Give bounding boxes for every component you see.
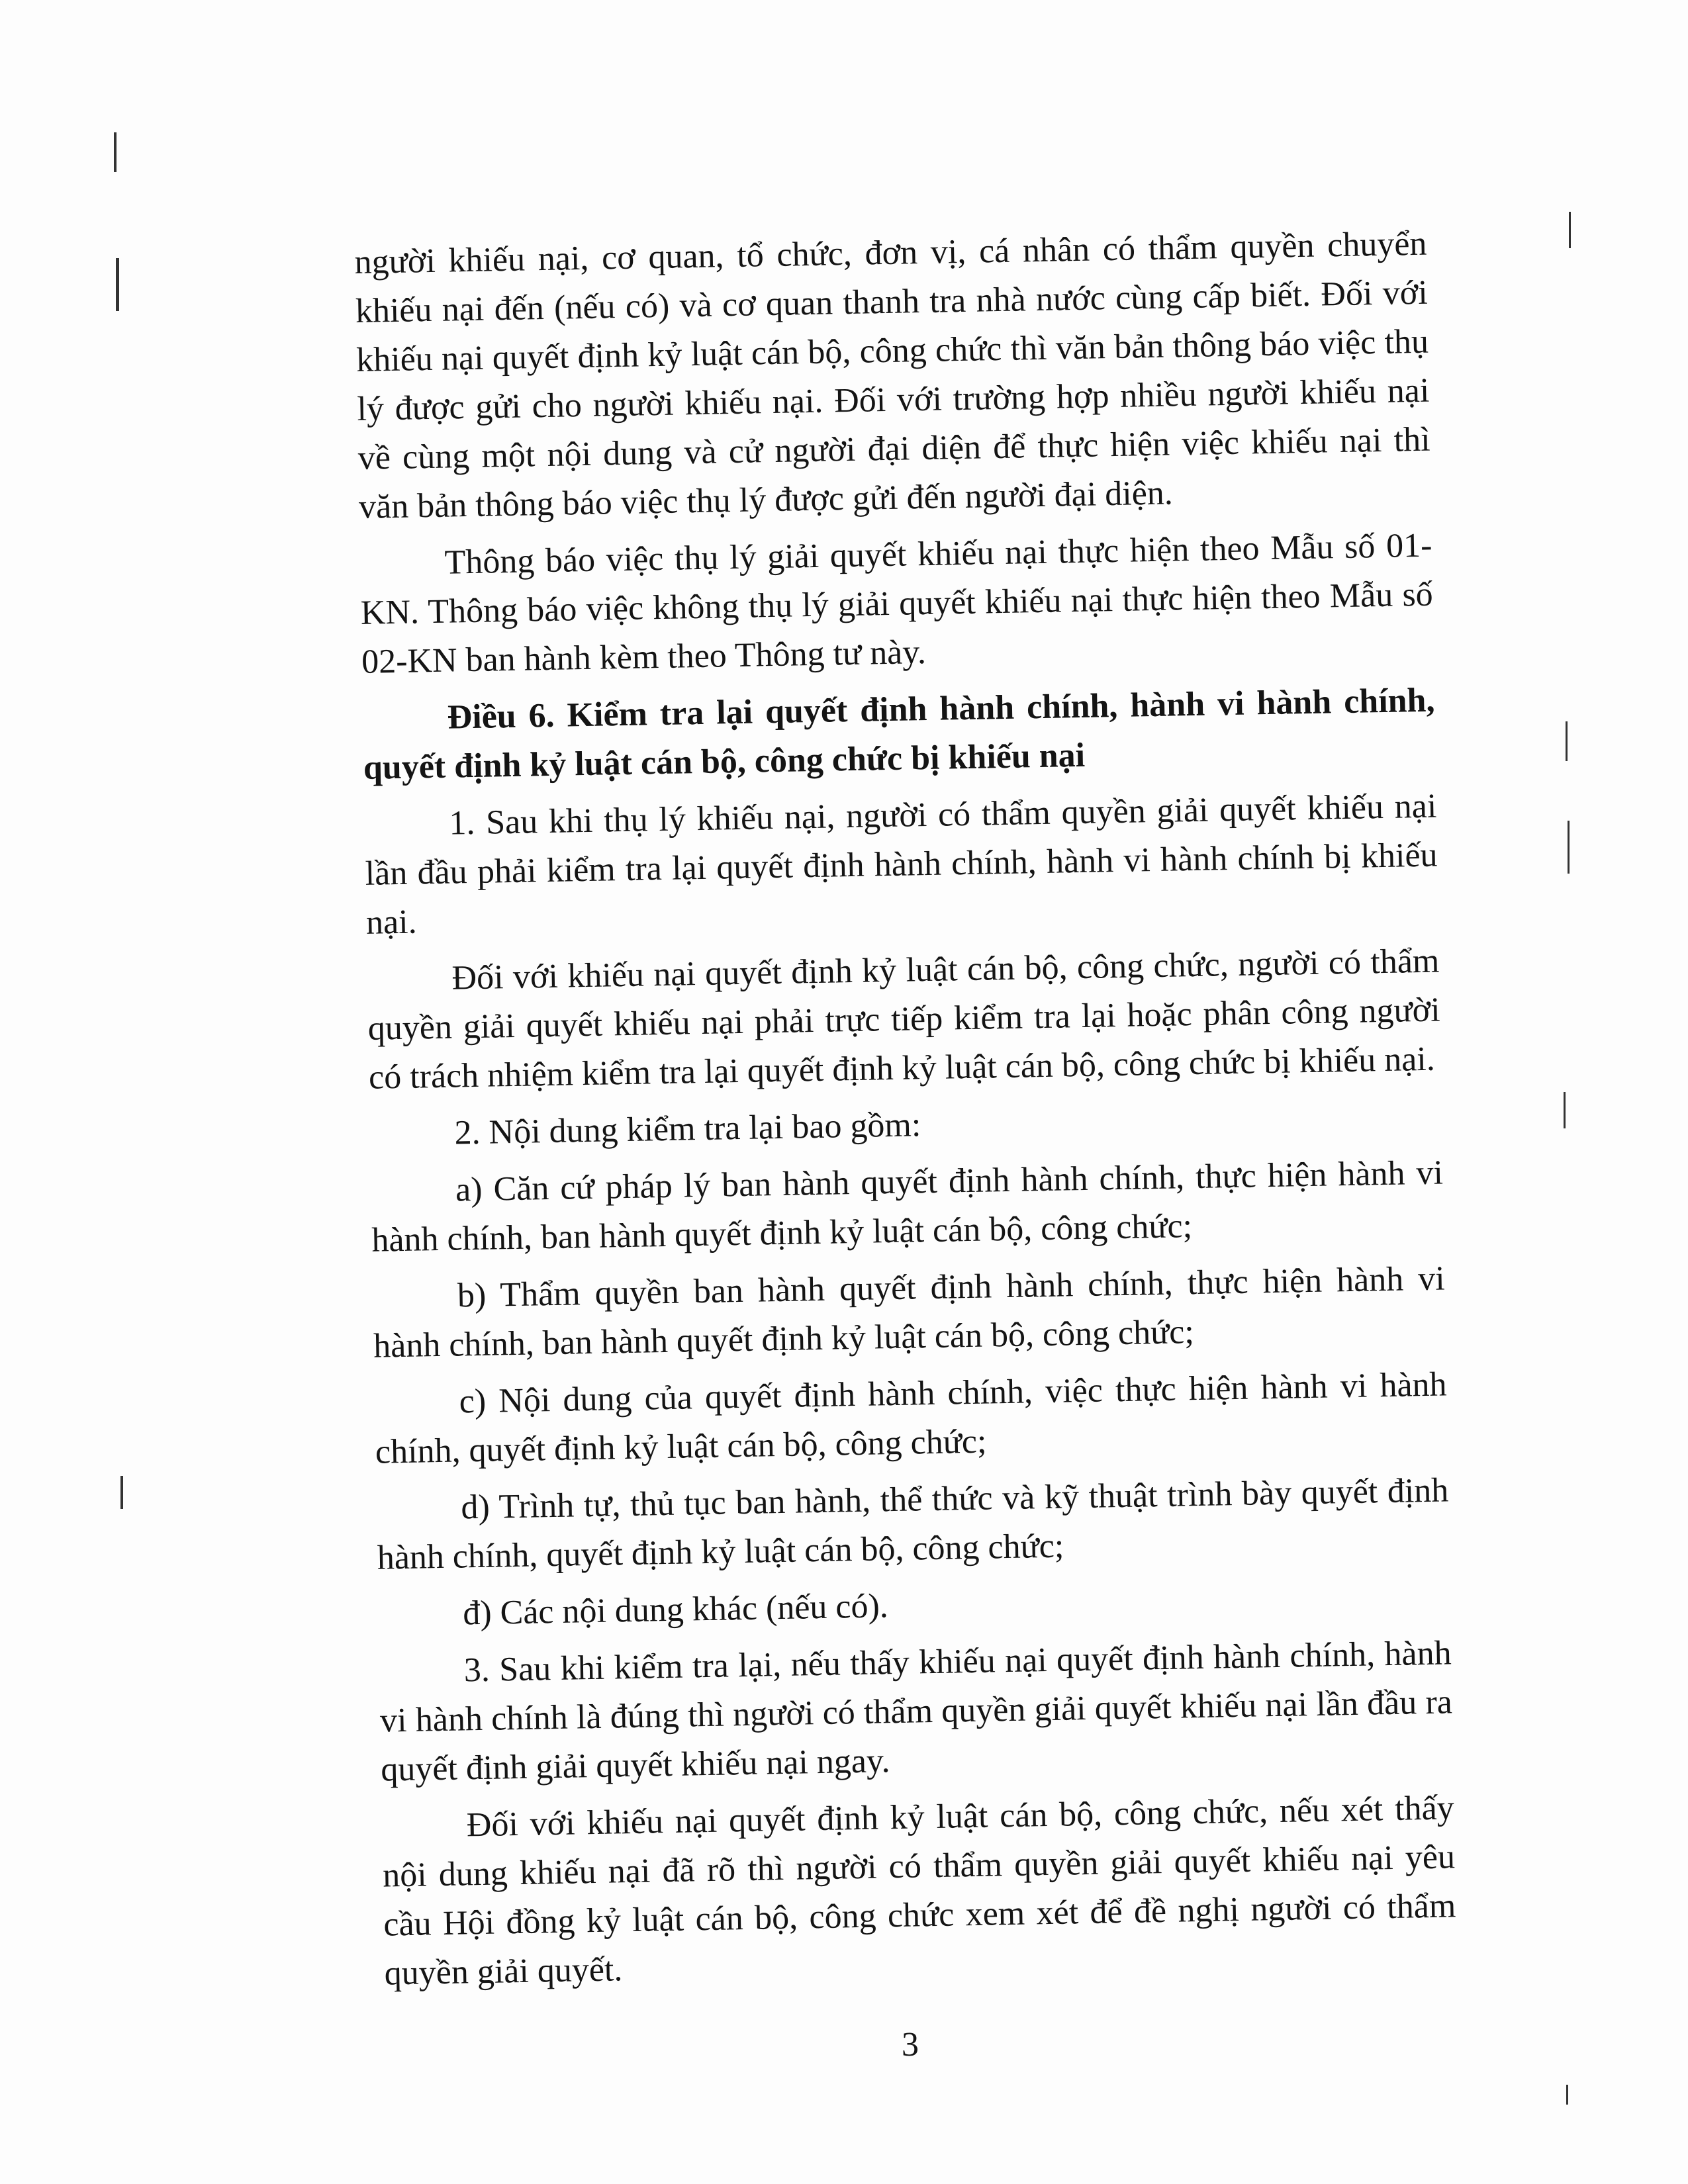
article-heading: Điều 6. Kiểm tra lại quyết định hành chính, hành vi hành chính, quyết định kỷ luật cán bộ, công chức bị khiếu nại — [363, 681, 1435, 787]
scan-mark — [1566, 2085, 1568, 2105]
paragraph: 3. Sau khi kiểm tra lại, nếu thấy khiếu nại quyết định hành chính, hành vi hành chính là đúng thì người có thẩm quyền giải quyết khiếu nại lần đầu ra quyết định giải quyết khiếu nại ngay. — [379, 1634, 1453, 1789]
scan-mark — [1568, 821, 1570, 874]
paragraph: a) Căn cứ pháp lý ban hành quyết định hành chính, thực hiện hành vi hành chính, ban hành quyết định kỷ luật cán bộ, công chức; — [371, 1154, 1444, 1259]
scan-mark — [1564, 1092, 1566, 1128]
paragraph: c) Nội dung của quyết định hành chính, việc thực hiện hành vi hành chính, quyết định kỷ luật cán bộ, công chức; — [375, 1365, 1447, 1471]
page-number: 3 — [902, 2026, 919, 2064]
paragraph: đ) Các nội dung khác (nếu có). — [462, 1587, 889, 1633]
body-text — [354, 220, 1457, 2007]
scan-mark — [114, 132, 117, 172]
scan-mark — [1569, 212, 1571, 248]
paragraph: 2. Nội dung kiểm tra lại bao gồm: — [454, 1106, 921, 1152]
paragraph: d) Trình tự, thủ tục ban hành, thể thức và kỹ thuật trình bày quyết định hành chính, quyết định kỷ luật cán bộ, công chức; — [377, 1471, 1449, 1577]
paragraph: 1. Sau khi thụ lý khiếu nại, người có thẩm quyền giải quyết khiếu nại lần đầu phải kiểm tra lại quyết định hành chính, hành vi hành chính bị khiếu nại. — [365, 787, 1438, 942]
paragraph: người khiếu nại, cơ quan, tổ chức, đơn vị, cá nhân có thẩm quyền chuyển khiếu nại đến (nếu có) và cơ quan thanh tra nhà nước cùng cấp biết. Đối với khiếu nại quyết định kỷ luật cán bộ, công chức thì văn bản thông báo việc thụ lý được gửi cho người khiếu nại. Đối với trường hợp nhiều người khiếu nại về cùng một nội dung và cử người đại diện để thực hiện việc khiếu nại thì văn bản thông báo việc thụ lý được gửi đến người đại diện. — [354, 224, 1431, 526]
paragraph: b) Thẩm quyền ban hành quyết định hành chính, thực hiện hành vi hành chính, ban hành quyết định kỷ luật cán bộ, công chức; — [373, 1259, 1446, 1365]
paragraph: Thông báo việc thụ lý giải quyết khiếu nại thực hiện theo Mẫu số 01-KN. Thông báo việc không thụ lý giải quyết khiếu nại thực hiện theo Mẫu số 02-KN ban hành kèm theo Thông tư này. — [360, 526, 1434, 681]
paragraph: Đối với khiếu nại quyết định kỷ luật cán bộ, công chức, nếu xét thấy nội dung khiếu nại đã rõ thì người có thẩm quyền giải quyết khiếu nại yêu cầu Hội đồng kỷ luật cán bộ, công chức xem xét để đề nghị người có thẩm quyền giải quyết. — [382, 1789, 1456, 1993]
scan-mark — [120, 1476, 123, 1509]
scan-mark — [1566, 721, 1568, 761]
paragraph: Đối với khiếu nại quyết định kỷ luật cán bộ, công chức, người có thẩm quyền giải quyết khiếu nại phải trực tiếp kiểm tra lại hoặc phân công người có trách nhiệm kiểm tra lại quyết định kỷ luật cán bộ, công chức bị khiếu nại. — [367, 942, 1441, 1097]
scan-mark — [116, 258, 119, 311]
